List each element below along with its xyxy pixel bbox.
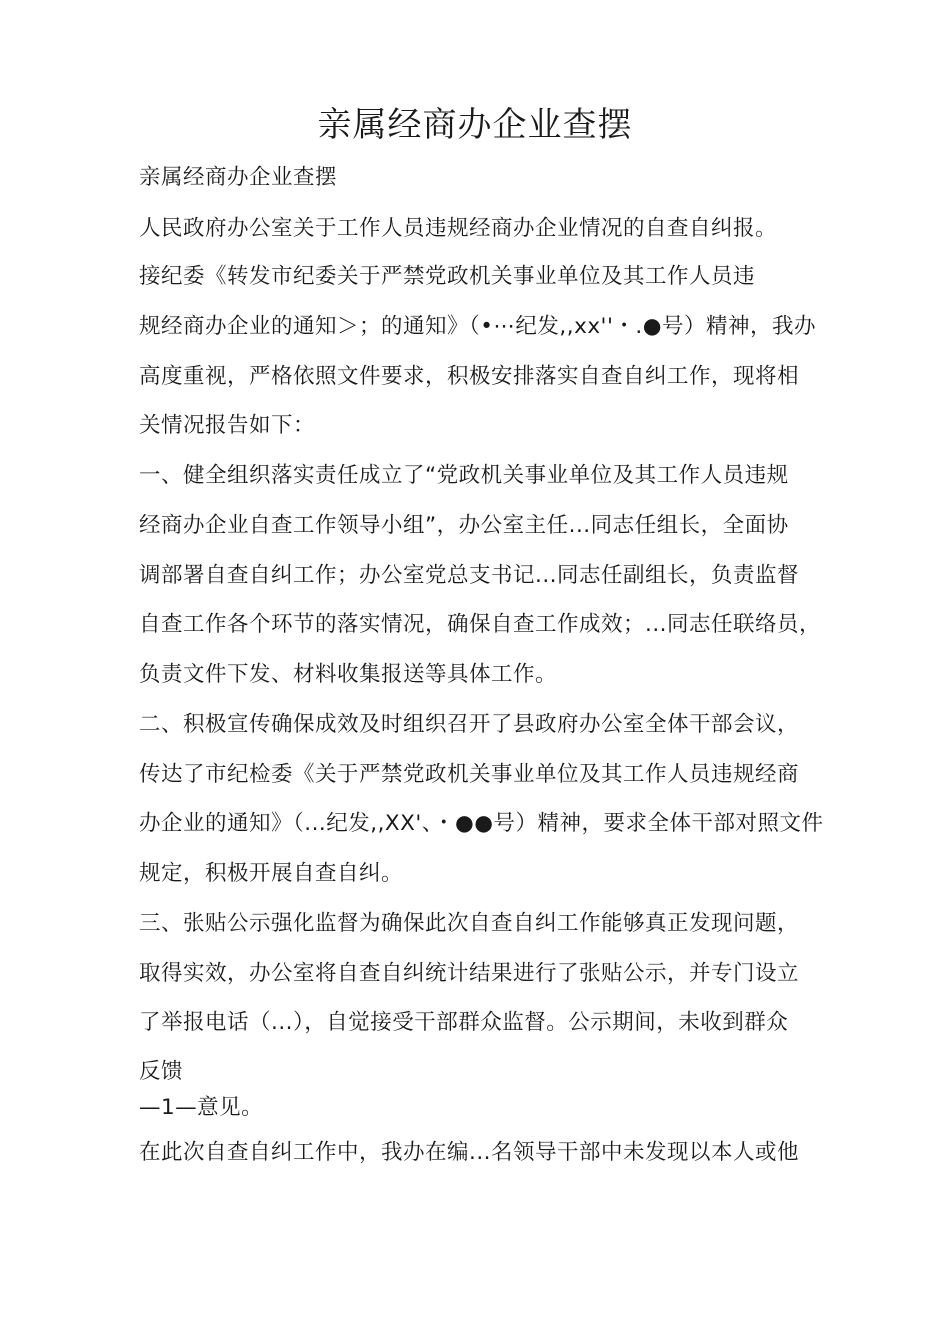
paragraph-line: 反馈	[139, 1059, 184, 1084]
paragraph-line: 关情况报告如下：	[139, 413, 316, 438]
paragraph-line: 人民政府办公室关于工作人员违规经商办企业情况的自查自纠报。	[139, 216, 778, 241]
paragraph-line: 规定，积极开展自查自纠。	[139, 861, 404, 886]
paragraph-line: 经商办企业自查工作领导小组”，办公室主任...同志任组长，全面协	[139, 513, 789, 538]
paragraph-line: 办企业的通知》（...纪发,,XX'、・●●号）精神，要求全体干部对照文件	[139, 811, 824, 836]
paragraph-line: 了举报电话（...），自觉接受干部群众监督。公示期间，未收到群众	[139, 1010, 789, 1035]
paragraph-line: 自查工作各个环节的落实情况，确保自查工作成效；...同志任联络员，	[139, 612, 822, 637]
paragraph-line: 三、张贴公示强化监督为确保此次自查自纠工作能够真正发现问题，	[139, 911, 800, 936]
paragraph-line: 二、积极宣传确保成效及时组织召开了县政府办公室全体干部会议，	[139, 712, 800, 737]
document-title: 亲属经商办企业查摆	[317, 105, 633, 145]
paragraph-line: 规经商办企业的通知＞；的通知》（•⋯纪发,,xx''・.●号）精神，我办	[139, 314, 816, 339]
paragraph-line: 调部署自查自纠工作；办公室党总支书记...同志任副组长，负责监督	[139, 563, 800, 588]
paragraph-line: 负责文件下发、材料收集报送等具体工作。	[139, 662, 558, 687]
paragraph-line: 一、健全组织落实责任成立了“党政机关事业单位及其工作人员违规	[139, 463, 789, 488]
page-number-line: —1—意见。	[139, 1095, 264, 1120]
paragraph-line: 在此次自查自纠工作中，我办在编...名领导干部中未发现以本人或他	[139, 1140, 800, 1165]
paragraph-line: 高度重视，严格依照文件要求，积极安排落实自查自纠工作，现将相	[139, 364, 800, 389]
paragraph-line: 取得实效，办公室将自查自纠统计结果进行了张贴公示，并专门设立	[139, 961, 800, 986]
paragraph-line: 接纪委《转发市纪委关于严禁党政机关事业单位及其工作人员违	[139, 264, 756, 289]
document-subtitle: 亲属经商办企业查摆	[139, 165, 338, 190]
paragraph-line: 传达了市纪检委《关于严禁党政机关事业单位及其工作人员违规经商	[139, 762, 800, 787]
